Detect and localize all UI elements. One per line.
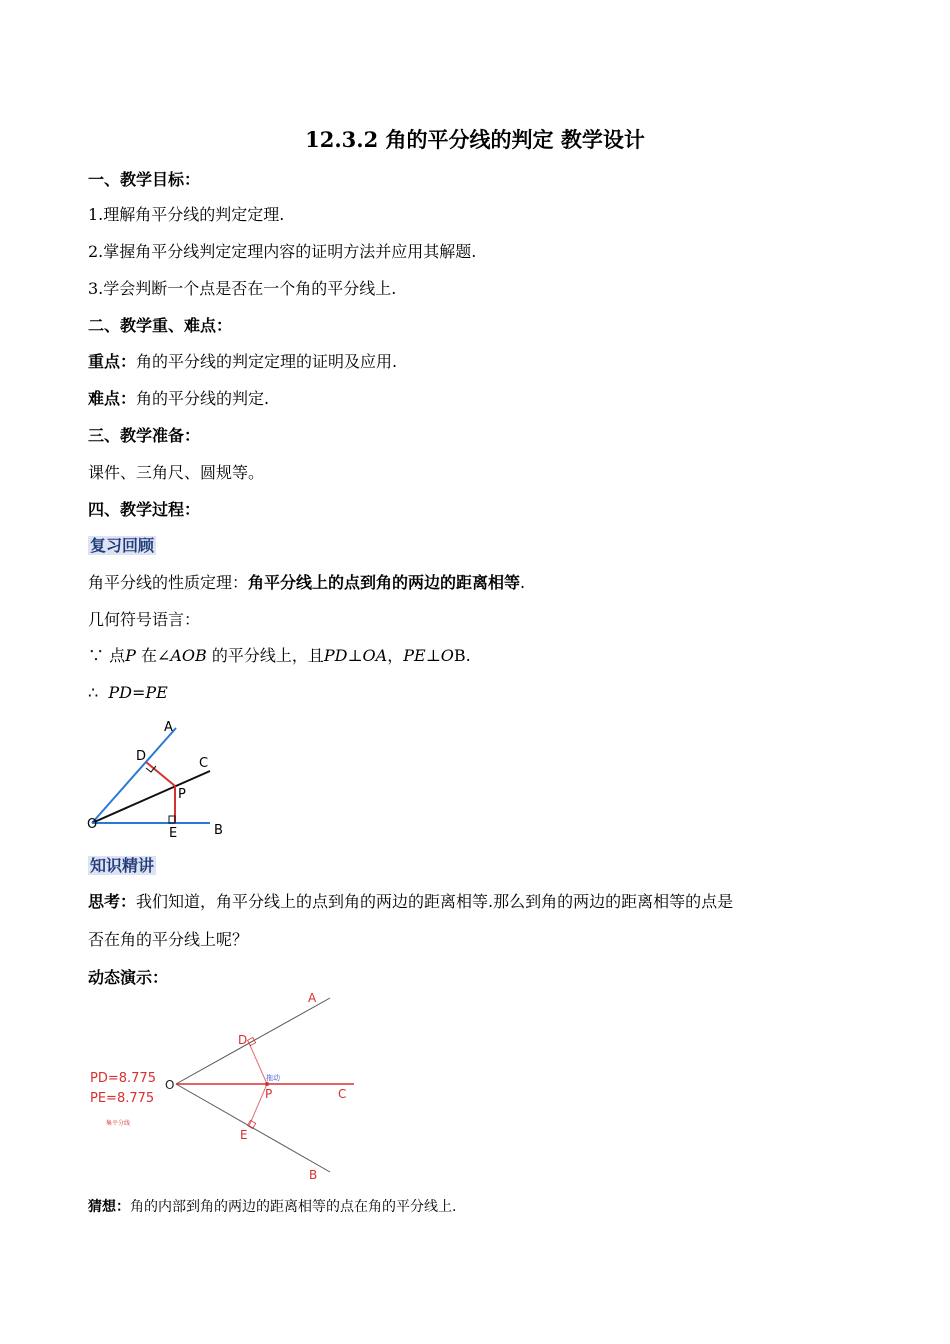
key-point-label: 重点： bbox=[88, 352, 137, 371]
label-e: E bbox=[169, 826, 178, 840]
guess-text: 角的内部到角的两边的距离相等的点在角的平分线上. bbox=[130, 1199, 457, 1215]
objective-item-3: 3.学会判断一个点是否在一个角的平分线上. bbox=[88, 279, 397, 298]
demo-label-a: A bbox=[308, 991, 317, 1005]
difficulty-text: 角的平分线的判定. bbox=[136, 389, 270, 408]
because-part-3: 的平分线上，且 bbox=[206, 646, 324, 665]
preparation-text: 课件、三角尺、圆规等。 bbox=[88, 463, 265, 482]
because-line bbox=[88, 646, 471, 666]
demo-label-o: O bbox=[165, 1078, 175, 1092]
knowledge-tag-line bbox=[88, 856, 156, 876]
segment-pd-demo bbox=[249, 1043, 267, 1084]
demo-pd-readout: PD=8.775 bbox=[90, 1071, 156, 1086]
section-heading-objectives: 一、教学目标： bbox=[88, 170, 201, 189]
review-tag: 复习回顾 bbox=[90, 536, 155, 555]
difficulty-label: 难点： bbox=[88, 389, 137, 408]
property-end: . bbox=[520, 573, 526, 592]
angle-bisector-figure bbox=[84, 716, 234, 840]
property-prefix: 角平分线的性质定理： bbox=[88, 573, 249, 592]
segment-pd bbox=[146, 762, 175, 786]
because-b: B. bbox=[453, 646, 471, 665]
label-b: B bbox=[214, 823, 223, 838]
because-pd: PD bbox=[323, 646, 348, 665]
because-comma: ， bbox=[387, 646, 404, 665]
property-bold: 角平分线上的点到角的两边的距离相等 bbox=[248, 573, 521, 592]
section-heading-preparation: 三、教学准备： bbox=[88, 426, 201, 445]
section-heading-key-points: 二、教学重、难点： bbox=[88, 316, 233, 335]
key-point-text: 角的平分线的判定定理的证明及应用. bbox=[136, 352, 398, 371]
demo-label-b: B bbox=[309, 1168, 318, 1182]
demo-drag-label[interactable]: 拖动 bbox=[266, 1074, 280, 1082]
therefore-text: PD=PE bbox=[108, 683, 168, 702]
think-line-1 bbox=[88, 892, 733, 912]
because-part-2: 在 bbox=[135, 646, 157, 665]
label-c: C bbox=[199, 756, 209, 771]
guess-line bbox=[88, 1197, 456, 1217]
because-part-1: 点 bbox=[104, 646, 126, 665]
think-text-1: 我们知道，角平分线上的点到角的两边的距离相等.那么到角的两边的距离相等的点是 bbox=[136, 892, 734, 911]
think-label: 思考： bbox=[88, 892, 137, 911]
objective-item-2: 2.掌握角平分线判定定理内容的证明方法并应用其解题. bbox=[88, 242, 477, 261]
because-perp-2: ⊥ bbox=[425, 646, 441, 665]
demo-label-c: C bbox=[338, 1087, 347, 1101]
demo-label: 动态演示： bbox=[88, 968, 169, 987]
demo-pe-readout: PE=8.775 bbox=[90, 1091, 155, 1106]
property-theorem-line bbox=[88, 573, 525, 593]
demo-small-caption[interactable]: 集平分线 bbox=[106, 1120, 131, 1127]
objective-item-1: 1.理解角平分线的判定定理. bbox=[88, 205, 285, 224]
because-symbol: ∵ bbox=[88, 646, 105, 665]
demo-label-p: P bbox=[265, 1087, 273, 1101]
ray-oc bbox=[92, 771, 210, 823]
knowledge-tag: 知识精讲 bbox=[90, 856, 155, 875]
page-title: 12.3.2 角的平分线的判定 教学设计 bbox=[305, 127, 645, 152]
symbolic-language-label: 几何符号语言： bbox=[88, 610, 201, 629]
therefore-line bbox=[88, 683, 168, 703]
demo-label-e: E bbox=[240, 1128, 248, 1142]
label-o: O bbox=[87, 817, 98, 832]
review-tag-line bbox=[88, 536, 156, 556]
therefore-symbol: ∴ bbox=[88, 683, 99, 702]
point-p-demo[interactable] bbox=[265, 1082, 269, 1086]
label-a: A bbox=[164, 720, 173, 735]
dynamic-demo-figure bbox=[84, 988, 374, 1188]
because-point-p: P bbox=[125, 646, 136, 665]
because-perp-1: ⊥ bbox=[347, 646, 363, 665]
section-heading-process: 四、教学过程： bbox=[88, 500, 201, 519]
label-p: P bbox=[178, 787, 186, 802]
because-angle: ∠AOB bbox=[156, 646, 207, 665]
think-text-2: 否在角的平分线上呢？ bbox=[88, 930, 249, 949]
because-oa: OA bbox=[362, 646, 388, 665]
key-point-line bbox=[88, 352, 397, 372]
because-pe: PE bbox=[403, 646, 426, 665]
because-o: O bbox=[440, 646, 454, 665]
label-d: D bbox=[136, 749, 147, 764]
difficulty-line bbox=[88, 389, 269, 409]
guess-label: 猜想： bbox=[88, 1199, 130, 1215]
demo-label-d: D bbox=[238, 1033, 248, 1047]
ray-oa-demo bbox=[176, 998, 330, 1084]
